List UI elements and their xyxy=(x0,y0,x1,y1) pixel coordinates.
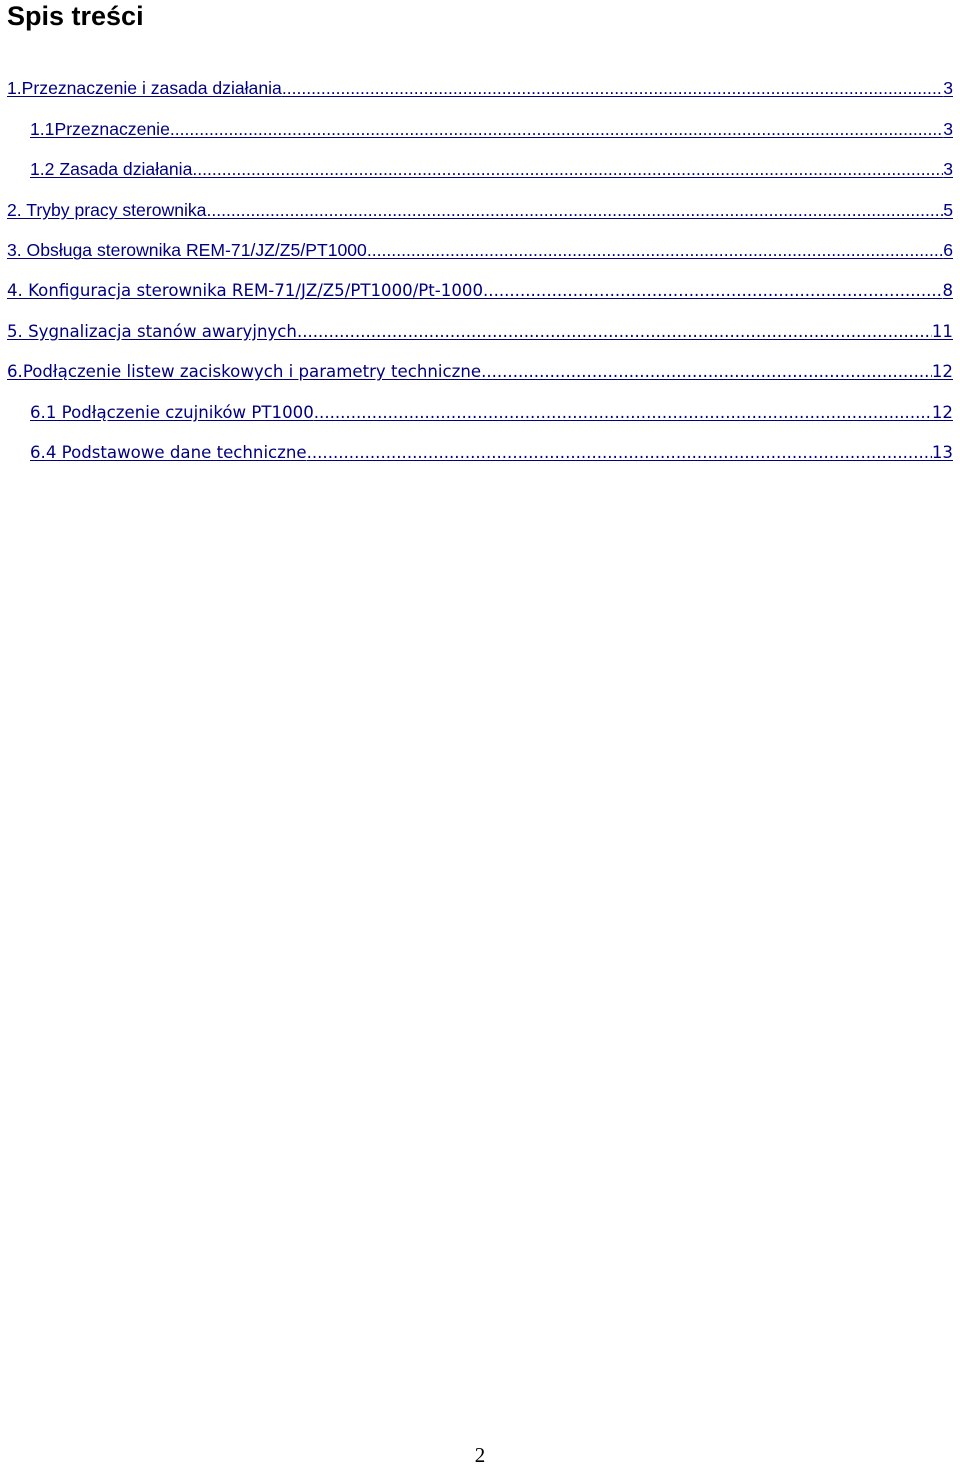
toc-page-number: 3 xyxy=(943,78,953,98)
toc-link[interactable] xyxy=(7,76,953,100)
toc-entry xyxy=(0,72,960,113)
toc-entry-title: 4. Konfiguracja sterownika REM-71/JZ/Z5/PT1000/Pt-1000 xyxy=(7,280,484,300)
toc-dot-leader xyxy=(481,360,932,384)
toc-dot-leader xyxy=(192,157,943,181)
table-of-contents xyxy=(0,72,960,478)
toc-entry-title: 3. Obsługa sterownika REM-71/JZ/Z5/PT1000 xyxy=(7,240,367,261)
toc-link[interactable] xyxy=(30,441,953,465)
toc-page-number: 13 xyxy=(931,443,953,463)
toc-entry-title: 1.2 Zasada działania xyxy=(30,159,193,180)
toc-title: Spis treści xyxy=(7,1,144,31)
toc-dot-leader xyxy=(297,320,932,344)
toc-entry xyxy=(0,275,960,316)
toc-dot-leader xyxy=(282,76,943,100)
toc-entry xyxy=(0,234,960,275)
toc-link[interactable] xyxy=(7,238,953,262)
page-number: 2 xyxy=(474,1443,486,1467)
toc-page-number: 12 xyxy=(931,362,953,382)
toc-entry-title: 6.4 Podstawowe dane techniczne xyxy=(30,443,307,463)
toc-entry xyxy=(0,153,960,194)
toc-page-number: 3 xyxy=(943,118,953,139)
toc-page-number: 3 xyxy=(943,159,953,180)
toc-dot-leader xyxy=(367,238,943,262)
toc-entry-title: 6.1 Podłączenie czujników PT1000 xyxy=(30,402,314,422)
toc-entry-title: 1.Przeznaczenie i zasada działania xyxy=(7,78,282,98)
toc-dot-leader xyxy=(307,441,932,465)
toc-entry-title: 6.Podłączenie listew zaciskowych i parametry techniczne xyxy=(7,362,482,382)
toc-entry-title: 2. Tryby pracy sterownika xyxy=(7,199,207,220)
toc-entry-title: 1.1Przeznaczenie xyxy=(30,118,170,139)
toc-link[interactable] xyxy=(30,401,953,425)
toc-entry xyxy=(0,194,960,235)
toc-page-number: 5 xyxy=(943,199,953,220)
toc-entry xyxy=(0,113,960,154)
toc-link[interactable] xyxy=(7,360,953,384)
toc-link[interactable] xyxy=(7,320,953,344)
toc-dot-leader xyxy=(206,198,943,222)
toc-link[interactable] xyxy=(30,157,953,181)
toc-entry xyxy=(0,356,960,397)
toc-entry-title: 5. Sygnalizacja stanów awaryjnych xyxy=(7,321,297,341)
toc-page-number: 6 xyxy=(943,240,953,261)
toc-link[interactable] xyxy=(7,198,953,222)
toc-link[interactable] xyxy=(30,117,953,141)
toc-entry xyxy=(0,316,960,357)
toc-dot-leader xyxy=(314,401,932,425)
toc-dot-leader xyxy=(483,279,942,303)
toc-page-number: 8 xyxy=(942,280,953,300)
toc-entry xyxy=(0,437,960,478)
toc-page-number: 12 xyxy=(931,402,953,422)
toc-entry xyxy=(0,397,960,438)
toc-page-number: 11 xyxy=(931,321,953,341)
toc-link[interactable] xyxy=(7,279,953,303)
toc-dot-leader xyxy=(170,117,943,141)
